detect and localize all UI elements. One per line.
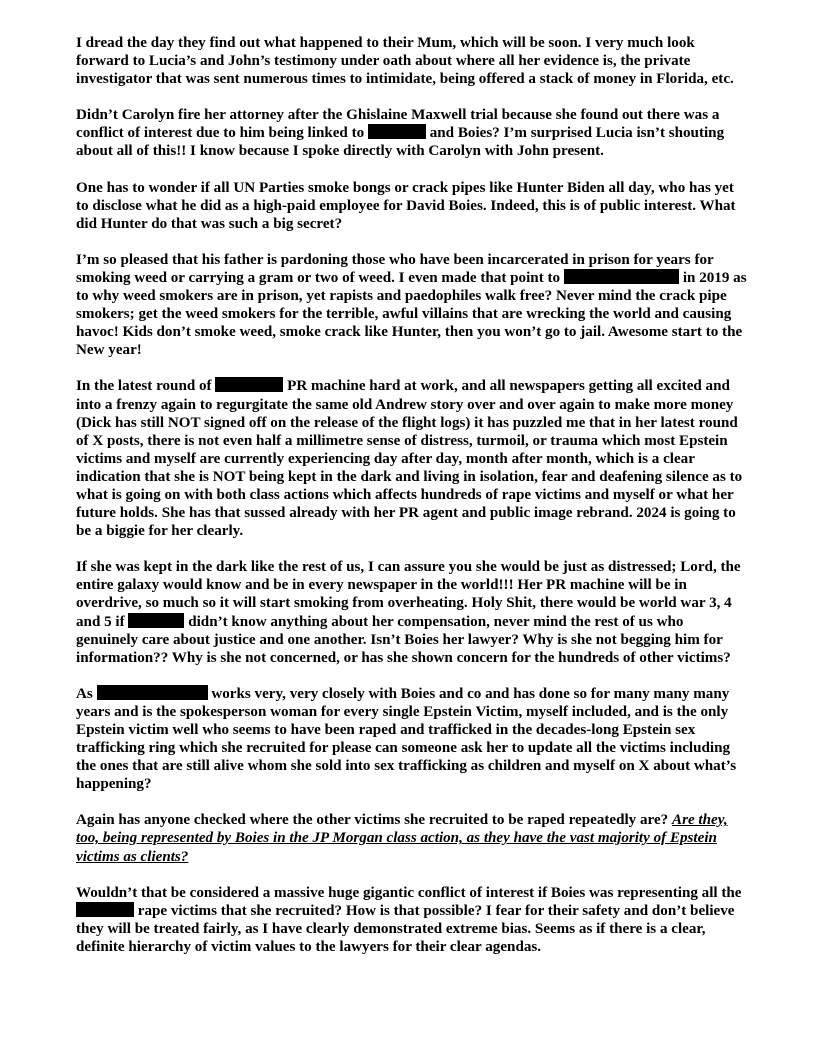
paragraph-text: I’m so pleased that his father is pardoning those who have been incarcerated in prison for years for smoking weed or carrying a gram or two of weed. I even made that point to xyxy=(76,251,714,286)
paragraph-2 xyxy=(76,106,748,160)
paragraph-7 xyxy=(76,685,748,794)
paragraph-3 xyxy=(76,179,748,233)
paragraph-text: didn’t know anything about her compensation, never mind the rest of us who genuinely care about justice and one another. Isn’t Boies her lawyer? Why is she not begging him for information?? Why is she not concerned, or has she shown concern for the hundreds of other victims? xyxy=(76,613,731,666)
redaction-box xyxy=(128,613,184,628)
redaction-box xyxy=(564,269,679,284)
paragraph-text: Didn’t Carolyn fire her attorney after the Ghislaine Maxwell trial because she found out there was a conflict of interest due to him being linked to xyxy=(76,107,720,142)
paragraph-9 xyxy=(76,884,748,956)
paragraph-6 xyxy=(76,558,748,667)
paragraph-text: rape victims that she recruited? How is that possible? I fear for their safety and don’t believe they will be treated fairly, as I have clearly demonstrated extreme bias. Seems as if there is a clear, definite hierarchy of victim values to the lawyers for their clear agendas. xyxy=(76,902,735,955)
paragraph-text: One has to wonder if all UN Parties smoke bongs or crack pipes like Hunter Biden all day, who has yet to disclose what he did as a high-paid employee for David Boies. Indeed, this is of public interest. What did Hunter do that was such a big secret? xyxy=(76,179,736,232)
paragraph-text: I dread the day they find out what happened to their Mum, which will be soon. I very much look forward to Lucia’s and John’s testimony under oath about where all her evidence is, the private investigator that was sent numerous times to intimidate, being offered a stack of money in Florida, etc. xyxy=(76,35,734,88)
redaction-box xyxy=(97,685,208,700)
paragraph-8 xyxy=(76,811,748,865)
redaction-box xyxy=(76,902,134,917)
paragraph-5 xyxy=(76,377,748,540)
paragraph-text: PR machine hard at work, and all newspapers getting all excited and into a frenzy again to regurgitate the same old Andrew story over and over again to make more money (Dick has still NOT signed off on the release of the flight logs) it has puzzled me that in her latest round of X posts, there is not even half a millimetre sense of distress, turmoil, or trauma which most Epstein victims and myself are currently experiencing day after day, month after month, which is a clear indication that she is NOT being kept in the dark and living in isolation, fear and deafening silence as to what is going on with both class actions which affects hundreds of rape victims and myself or what her future holds. She has that sussed already with her PR agent and public image rebrand. 2024 is going to be a biggie for her clearly. xyxy=(76,378,743,540)
redaction-box xyxy=(368,124,426,139)
paragraph-text: Again has anyone checked where the other victims she recruited to be raped repeatedly are? xyxy=(76,812,672,829)
paragraph-4 xyxy=(76,251,748,360)
paragraph-text: As xyxy=(76,685,97,702)
paragraph-text: If she was kept in the dark like the rest of us, I can assure you she would be just as distressed; Lord, the entire galaxy would know and be in every newspaper in the world!!! Her PR machine will be in overdrive, so much so it will start smoking from overheating. Holy Shit, there would be world war 3, 4 and 5 if xyxy=(76,559,741,630)
redaction-box xyxy=(215,377,283,392)
paragraph-1 xyxy=(76,34,748,88)
document-page xyxy=(76,34,748,974)
paragraph-text: and Boies? I’m surprised Lucia isn’t shouting about all of this!! I know because I spoke directly with Carolyn with John present. xyxy=(76,125,725,160)
paragraph-text: In the latest round of xyxy=(76,378,216,395)
paragraph-text: Wouldn’t that be considered a massive huge gigantic conflict of interest if Boies was representing all the xyxy=(76,884,742,901)
paragraph-text: works very, very closely with Boies and co and has done so for many many many years and is the spokesperson woman for every single Epstein Victim, myself included, and is the only Epstein victim well who seems to have been raped and trafficked in the decades-long Epstein sex trafficking ring which she recruited for please can someone ask her to update all the victims including the ones that are still alive whom she sold into sex trafficking as children and myself on X about what’s happening? xyxy=(76,685,737,793)
emphasized-question: Are they, too, being represented by Boies in the JP Morgan class action, as they have the vast majority of Epstein victims as clients? xyxy=(76,812,728,865)
paragraph-text: in 2019 as to why weed smokers are in prison, yet rapists and paedophiles walk free? Never mind the crack pipe smokers; get the weed smokers for the terrible, awful villains that are wrecking the world and causing havoc! Kids don’t smoke weed, smoke crack like Hunter, then you won’t go to jail. Awesome start to the New year! xyxy=(76,269,747,359)
